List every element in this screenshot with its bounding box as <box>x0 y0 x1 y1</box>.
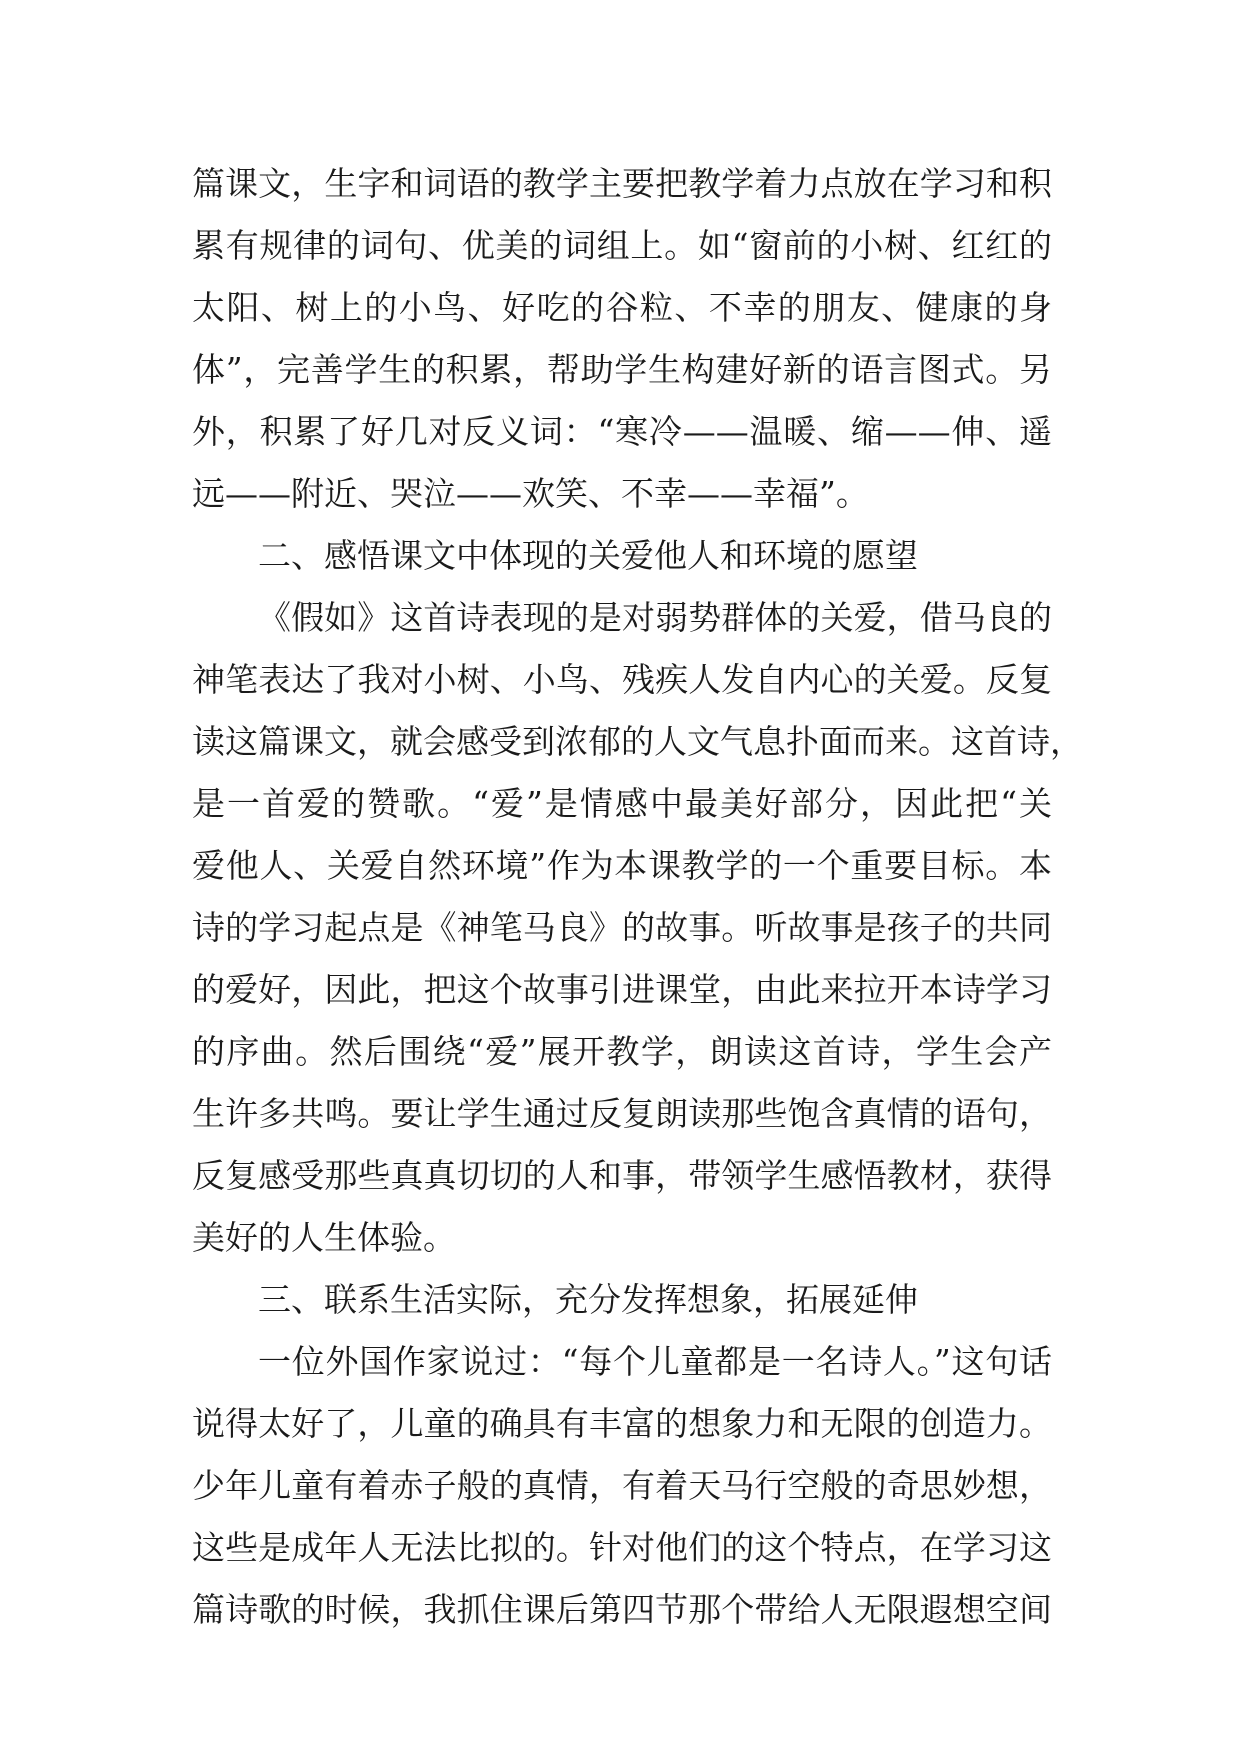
text-line: 爱他人、关爱自然环境”作为本课教学的一个重要目标。本 <box>192 846 1052 885</box>
text-line: 读这篇课文，就会感受到浓郁的人文气息扑面而来。这首诗， <box>192 722 1083 761</box>
text-line: 诗的学习起点是《神笔马良》的故事。听故事是孩子的共同 <box>192 908 1052 947</box>
text-line: 远——附近、哭泣——欢笑、不幸——幸福”。 <box>192 474 869 513</box>
text-line: 少年儿童有着赤子般的真情，有着天马行空般的奇思妙想， <box>192 1466 1052 1505</box>
text-line: 外，积累了好几对反义词：“寒冷——温暖、缩——伸、遥 <box>192 412 1052 451</box>
text-line: 的序曲。然后围绕“爱”展开教学，朗读这首诗，学生会产 <box>192 1032 1052 1071</box>
text-line: 生许多共鸣。要让学生通过反复朗读那些饱含真情的语句， <box>192 1094 1052 1133</box>
text-line: 这些是成年人无法比拟的。针对他们的这个特点，在学习这 <box>192 1528 1052 1567</box>
text-line: 的爱好，因此，把这个故事引进课堂，由此来拉开本诗学习 <box>192 970 1052 1009</box>
section-heading: 二、感悟课文中体现的关爱他人和环境的愿望 <box>258 536 918 575</box>
text-line: 一位外国作家说过：“每个儿童都是一名诗人。”这句话 <box>258 1342 1052 1381</box>
text-line: 篇课文，生字和词语的教学主要把教学着力点放在学习和积 <box>192 164 1052 203</box>
text-line: 是一首爱的赞歌。“爱”是情感中最美好部分，因此把“关 <box>192 784 1052 823</box>
text-line: 《假如》这首诗表现的是对弱势群体的关爱，借马良的 <box>258 598 1052 637</box>
text-line: 太阳、树上的小鸟、好吃的谷粒、不幸的朋友、健康的身 <box>192 288 1052 327</box>
text-line: 美好的人生体验。 <box>192 1218 456 1257</box>
text-line: 体”，完善学生的积累，帮助学生构建好新的语言图式。另 <box>192 350 1052 389</box>
document-page <box>192 153 1083 1641</box>
text-line: 累有规律的词句、优美的词组上。如“窗前的小树、红红的 <box>192 226 1052 265</box>
text-line: 说得太好了，儿童的确具有丰富的想象力和无限的创造力。 <box>192 1404 1052 1443</box>
section-heading: 三、联系生活实际，充分发挥想象，拓展延伸 <box>258 1280 918 1319</box>
text-line: 篇诗歌的时候，我抓住课后第四节那个带给人无限遐想空间 <box>192 1590 1052 1629</box>
text-line: 神笔表达了我对小树、小鸟、残疾人发自内心的关爱。反复 <box>192 660 1052 699</box>
text-line: 反复感受那些真真切切的人和事，带领学生感悟教材，获得 <box>192 1156 1052 1195</box>
